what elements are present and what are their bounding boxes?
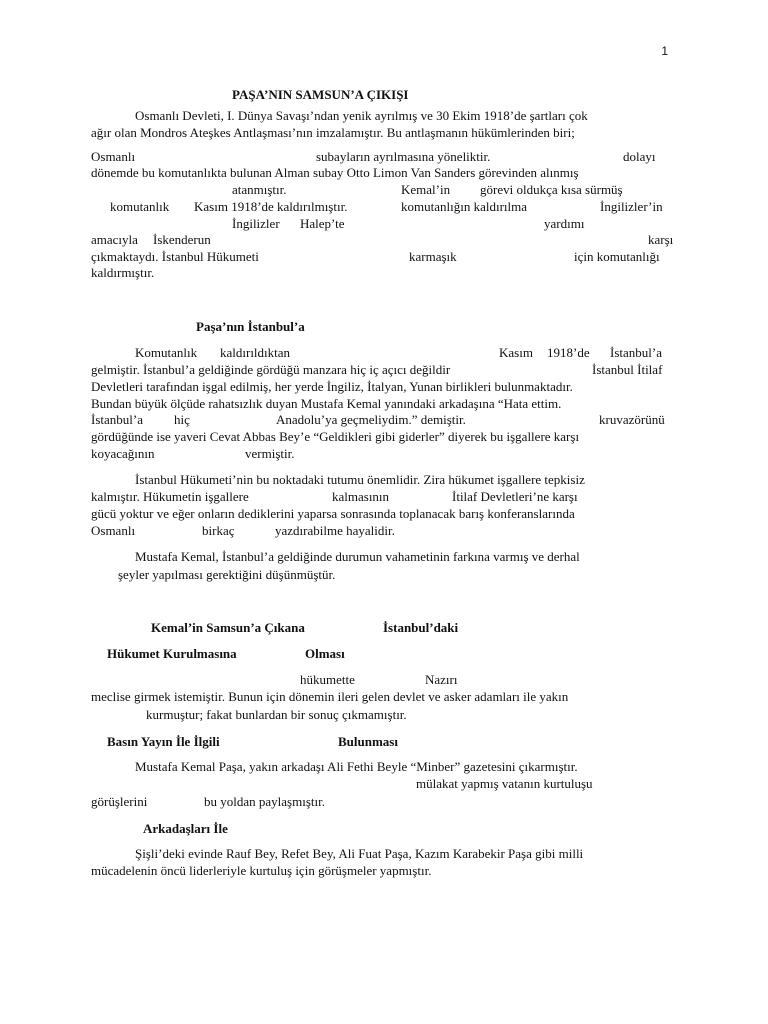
paragraph-1-line-4: dönemde bu komutanlıkta bulunan Alman subay Otto Limon Van Sanders görevinden alınmış [91, 165, 579, 180]
paragraph-2-line-5b: hiç [174, 412, 190, 427]
paragraph-2-line-2b: İstanbul İtilaf [592, 362, 663, 377]
section-heading-samsun-b: İstanbul’daki [383, 620, 459, 635]
paragraph-2-line-6: gördüğünde ise yaveri Cevat Abbas Bey’e “Geldikleri gibi giderler” diyerek bu işgallere karşı [91, 429, 580, 444]
paragraph-1-line-5a: atanmıştır. [232, 182, 287, 197]
paragraph-7-line-2: mücadelenin öncü liderleriyle kurtuluş için görüşmeler yapmıştır. [91, 863, 432, 878]
paragraph-2-line-7b: vermiştir. [245, 446, 295, 461]
paragraph-3-line-2a: kalmıştır. Hükumetin işgallere [91, 489, 249, 504]
paragraph-1-line-2: ağır olan Mondros Ateşkes Antlaşması’nın imzalamıştır. Bu antlaşmanın hükümlerinden biri; [91, 125, 575, 140]
section-heading-istanbul: Paşa’nın İstanbul’a [196, 319, 305, 334]
paragraph-1-line-8a: amacıyla [91, 232, 138, 247]
paragraph-1-line-8b: İskenderun [153, 232, 211, 247]
paragraph-2-line-5d: kruvazörünü [599, 412, 665, 427]
paragraph-5-line-1a: hükumette [300, 672, 355, 687]
paragraph-4-line-1: Mustafa Kemal, İstanbul’a geldiğinde durumun vahametinin farkına varmış ve derhal [135, 549, 580, 564]
paragraph-1-line-6c: komutanlığın kaldırılma [401, 199, 528, 214]
paragraph-3-line-3: gücü yoktur ve eğer onların dediklerini yaparsa sonrasında toplanacak barış konferanslarında [91, 506, 575, 521]
paragraph-1-line-6d: İngilizler’in [600, 199, 663, 214]
paragraph-6-line-1: Mustafa Kemal Paşa, yakın arkadaşı Ali Fethi Beyle “Minber” gazetesini çıkarmıştır. [135, 759, 578, 774]
paragraph-2-line-1c: Kasım [499, 345, 533, 360]
paragraph-2-line-3: Devletleri tarafından işgal edilmiş, her yerde İngiliz, İtalyan, Yunan birlikleri bulunmaktadır. [91, 379, 573, 394]
paragraph-1-line-6a: komutanlık [110, 199, 170, 214]
paragraph-1-line-1: Osmanlı Devleti, I. Dünya Savaşı’ndan yenik ayrılmış ve 30 Ekim 1918’de şartları çok [135, 108, 588, 123]
paragraph-3-line-4a: Osmanlı [91, 523, 136, 538]
paragraph-1-line-8c: karşı [648, 232, 674, 247]
paragraph-6-line-3b: bu yoldan paylaşmıştır. [204, 794, 325, 809]
paragraph-1-line-9b: karmaşık [409, 249, 457, 264]
paragraph-2-line-4: Bundan büyük ölçüde rahatsızlık duyan Mustafa Kemal yanındaki arkadaşına “Hata ettim. [91, 396, 562, 411]
paragraph-2-line-5c: Anadolu’ya geçmeliydim.” demiştir. [276, 412, 466, 427]
paragraph-1-line-9c: için komutanlığı [574, 249, 660, 264]
paragraph-2-line-1d: 1918’de [547, 345, 590, 360]
paragraph-7-line-1: Şişli’deki evinde Rauf Bey, Refet Bey, Ali Fuat Paşa, Kazım Karabekir Paşa gibi milli [135, 846, 584, 861]
paragraph-5-line-2: meclise girmek istemiştir. Bunun için dönemin ileri gelen devlet ve asker adamları ile yakın [91, 689, 569, 704]
paragraph-2-line-1b: kaldırıldıktan [220, 345, 291, 360]
paragraph-1-line-7c: yardımı [544, 216, 585, 231]
paragraph-1-line-7a: İngilizler [232, 216, 280, 231]
section-heading-basin-b: Bulunması [338, 734, 398, 749]
section-heading-basin-a: Basın Yayın İle İlgili [107, 734, 220, 749]
paragraph-1-line-7b: Halep’te [300, 216, 345, 231]
paragraph-2-line-7a: koyacağının [91, 446, 155, 461]
paragraph-1-line-9a: çıkmaktaydı. İstanbul Hükumeti [91, 249, 259, 264]
paragraph-2-line-2a: gelmiştir. İstanbul’a geldiğinde gördüğü manzara hiç iç açıcı değildir [91, 362, 451, 377]
paragraph-1-line-5c: görevi oldukça kısa sürmüş [480, 182, 623, 197]
paragraph-2-line-1a: Komutanlık [135, 345, 198, 360]
paragraph-1-line-3a: Osmanlı [91, 149, 136, 164]
paragraph-1-line-3b: subayların ayrılmasına yöneliktir. [316, 149, 491, 164]
paragraph-5-line-1b: Nazırı [425, 672, 458, 687]
paragraph-1-line-5b: Kemal’in [401, 182, 451, 197]
document-title: PAŞA’NIN SAMSUN’A ÇIKIŞI [232, 87, 409, 102]
paragraph-2-line-1e: İstanbul’a [610, 345, 662, 360]
paragraph-3-line-4c: yazdırabilme hayalidir. [275, 523, 395, 538]
section-heading-hukumet-a: Hükumet Kurulmasına [107, 646, 237, 661]
paragraph-5-line-3: kurmuştur; fakat bunlardan bir sonuç çıkmamıştır. [146, 707, 407, 722]
section-heading-hukumet-b: Olması [305, 646, 345, 661]
paragraph-2-line-5a: İstanbul’a [91, 412, 143, 427]
page-number: 1 [661, 44, 668, 58]
paragraph-6-line-2: mülakat yapmış vatanın kurtuluşu [416, 776, 593, 791]
paragraph-3-line-4b: birkaç [202, 523, 235, 538]
paragraph-6-line-3a: görüşlerini [91, 794, 148, 809]
paragraph-3-line-1: İstanbul Hükumeti’nin bu noktadaki tutumu önemlidir. Zira hükumet işgallere tepkisiz [135, 472, 585, 487]
paragraph-1-line-6b: Kasım 1918’de kaldırılmıştır. [194, 199, 348, 214]
paragraph-3-line-2c: İtilaf Devletleri’ne karşı [452, 489, 578, 504]
paragraph-4-line-2: şeyler yapılması gerektiğini düşünmüştür. [118, 567, 336, 582]
paragraph-1-line-3c: dolayı [623, 149, 656, 164]
section-heading-samsun-a: Kemal’in Samsun’a Çıkana [151, 620, 305, 635]
section-heading-arkadaslari: Arkadaşları İle [143, 821, 228, 836]
paragraph-3-line-2b: kalmasının [332, 489, 390, 504]
paragraph-1-line-10: kaldırmıştır. [91, 265, 155, 280]
